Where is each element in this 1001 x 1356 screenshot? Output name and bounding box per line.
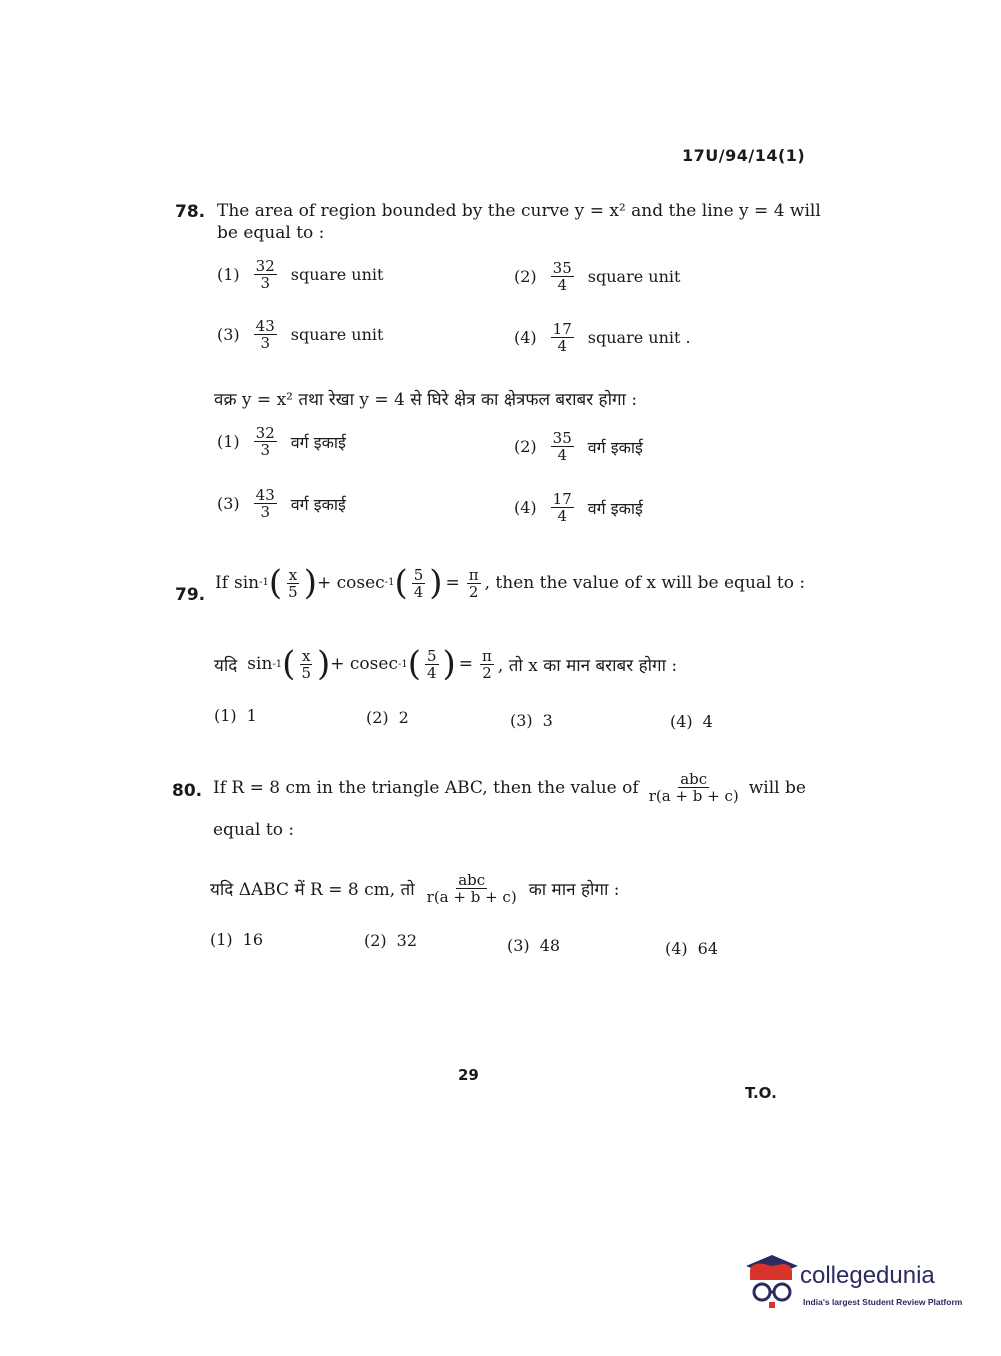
numerator: 5 (426, 646, 437, 665)
option-value: 3 (542, 711, 553, 730)
q78-hindi-text: वक्र y = x² तथा रेखा y = 4 से घिरे क्षेत्र का क्षेत्रफल बराबर होगा : (214, 390, 638, 410)
denominator: r(a + b + c) (648, 787, 739, 805)
denominator: 4 (426, 663, 437, 682)
q78-hindi-option-4 (514, 491, 643, 524)
q79-option-4 (670, 712, 713, 731)
denominator: 2 (468, 582, 479, 601)
numerator: 35 (552, 429, 572, 447)
collegedunia-logo-icon (742, 1252, 802, 1310)
numerator: x (301, 646, 311, 665)
open-paren: ( (268, 563, 283, 603)
fraction (467, 567, 481, 600)
option-unit: वर्ग इकाई (587, 498, 643, 518)
numerator: π (468, 565, 479, 584)
sin-label: sin (247, 654, 273, 674)
q79-number: 79. (175, 585, 206, 605)
denominator: 5 (288, 582, 298, 601)
numerator: 32 (255, 424, 275, 442)
turn-over-label: T.O. (745, 1084, 777, 1102)
close-paren: ) (316, 644, 331, 684)
page-number: 29 (458, 1066, 479, 1084)
fraction (425, 648, 439, 681)
fraction (254, 318, 277, 351)
option-value: 4 (702, 712, 713, 731)
fraction (412, 567, 426, 600)
option-unit: वर्ग इकाई (587, 437, 643, 457)
close-paren: ) (442, 644, 456, 684)
q78-hindi-option-2 (514, 430, 643, 463)
paper-code: 17U/94/14(1) (682, 146, 806, 165)
q78-hindi-option-3 (217, 487, 346, 520)
option-label: (4) (514, 498, 537, 517)
option-unit: square unit . (587, 328, 691, 347)
option-label: (2) (514, 437, 537, 456)
denominator: 4 (557, 507, 567, 525)
option-label: (1) (210, 930, 233, 949)
q79-option-3 (510, 711, 553, 730)
open-paren: ( (282, 644, 296, 684)
option-unit: square unit (290, 325, 384, 344)
option-label: (1) (214, 706, 237, 725)
denominator: 4 (413, 582, 424, 601)
fraction (286, 567, 300, 600)
denominator: 3 (260, 274, 270, 292)
equals: = (445, 573, 460, 593)
option-label: (4) (670, 712, 693, 731)
equals: = (458, 654, 474, 674)
q79-option-1 (214, 706, 257, 725)
option-label: (3) (217, 494, 240, 513)
q80-number: 80. (172, 781, 203, 801)
cosec-label: + cosec (330, 654, 398, 674)
fraction (254, 258, 277, 291)
logo-tagline: India's largest Student Review Platform (803, 1297, 963, 1307)
denominator: 2 (482, 663, 492, 682)
option-value: 2 (398, 708, 409, 727)
open-paren: ( (394, 563, 408, 603)
q80-text-post: will be (748, 777, 806, 798)
q78-text-line2: be equal to : (217, 223, 325, 243)
fraction (647, 771, 741, 804)
option-label: (4) (514, 328, 537, 347)
q80-hindi-pre: यदि ΔABC में R = 8 cm, तो (210, 880, 415, 900)
numerator: abc (680, 770, 708, 788)
q78-text-line1: The area of region bounded by the curve y = x² and the line y = 4 will (217, 201, 821, 221)
numerator: 43 (255, 317, 275, 335)
numerator: 32 (255, 257, 275, 275)
q78-option-1 (217, 258, 383, 291)
numerator: abc (458, 871, 486, 889)
if-word: If (215, 573, 229, 593)
numerator: x (288, 565, 298, 584)
inverse-sup: -1 (272, 658, 283, 670)
option-label: (3) (217, 325, 240, 344)
cosec-label: + cosec (316, 573, 385, 593)
fraction (551, 260, 574, 293)
option-label: (1) (217, 432, 240, 451)
q78-number: 78. (175, 202, 206, 222)
option-unit: square unit (587, 267, 681, 286)
numerator: 43 (255, 486, 275, 504)
q79-equation-hi (214, 644, 678, 684)
q79-tail-hi: , तो x का मान बराबर होगा : (497, 655, 678, 676)
option-label: (2) (366, 708, 389, 727)
fraction (551, 321, 574, 354)
denominator: 4 (557, 446, 567, 464)
q78-option-2 (514, 260, 680, 293)
option-label: (2) (514, 267, 537, 286)
q80-option-1 (210, 930, 263, 949)
option-label: (3) (507, 936, 530, 955)
fraction (425, 872, 519, 905)
q80-text-line2: equal to : (213, 820, 295, 840)
denominator: 3 (260, 441, 270, 459)
hindi-if-word: यदि (214, 655, 238, 676)
inverse-sup: -1 (384, 577, 395, 588)
option-label: (3) (510, 711, 533, 730)
q80-text-hi (210, 872, 620, 905)
denominator: 3 (260, 503, 270, 521)
q78-option-4 (514, 321, 691, 354)
q80-option-2 (364, 931, 417, 950)
option-value: 16 (242, 930, 264, 949)
q80-hindi-post: का मान होगा : (528, 880, 620, 900)
fraction (551, 430, 574, 463)
numerator: 17 (552, 320, 572, 338)
option-label: (2) (364, 931, 387, 950)
numerator: 35 (552, 259, 572, 277)
denominator: 4 (557, 337, 567, 355)
open-paren: ( (407, 644, 421, 684)
q78-option-3 (217, 318, 383, 351)
option-value: 64 (697, 939, 719, 958)
numerator: π (482, 646, 492, 665)
fraction (551, 491, 574, 524)
close-paren: ) (303, 563, 317, 603)
q80-option-3 (507, 936, 560, 955)
fraction (480, 648, 494, 681)
fraction (254, 425, 277, 458)
q80-text-en (213, 771, 806, 804)
fraction (254, 487, 277, 520)
denominator: 3 (260, 334, 270, 352)
denominator: 4 (557, 276, 567, 294)
option-unit: वर्ग इकाई (290, 432, 346, 452)
option-unit: वर्ग इकाई (290, 494, 346, 514)
close-paren: ) (429, 563, 443, 603)
sin-label: sin (234, 573, 260, 593)
inverse-sup: -1 (397, 658, 408, 670)
q80-option-4 (665, 939, 718, 958)
logo-name: collegedunia (800, 1262, 935, 1289)
q79-equation-en (215, 563, 806, 603)
numerator: 17 (552, 490, 572, 508)
inverse-sup: -1 (259, 577, 269, 588)
option-label: (1) (217, 265, 240, 284)
q79-option-2 (366, 708, 409, 727)
denominator: r(a + b + c) (426, 888, 517, 906)
option-unit: square unit (290, 265, 384, 284)
q79-tail-en: , then the value of x will be equal to : (484, 573, 806, 593)
option-value: 48 (539, 936, 561, 955)
denominator: 5 (301, 663, 311, 682)
option-value: 32 (396, 931, 418, 950)
q80-text-pre: If R = 8 cm in the triangle ABC, then the value of (213, 777, 639, 798)
q78-hindi-option-1 (217, 425, 346, 458)
option-label: (4) (665, 939, 688, 958)
option-value: 1 (246, 706, 257, 725)
fraction (299, 648, 313, 681)
numerator: 5 (413, 565, 424, 584)
